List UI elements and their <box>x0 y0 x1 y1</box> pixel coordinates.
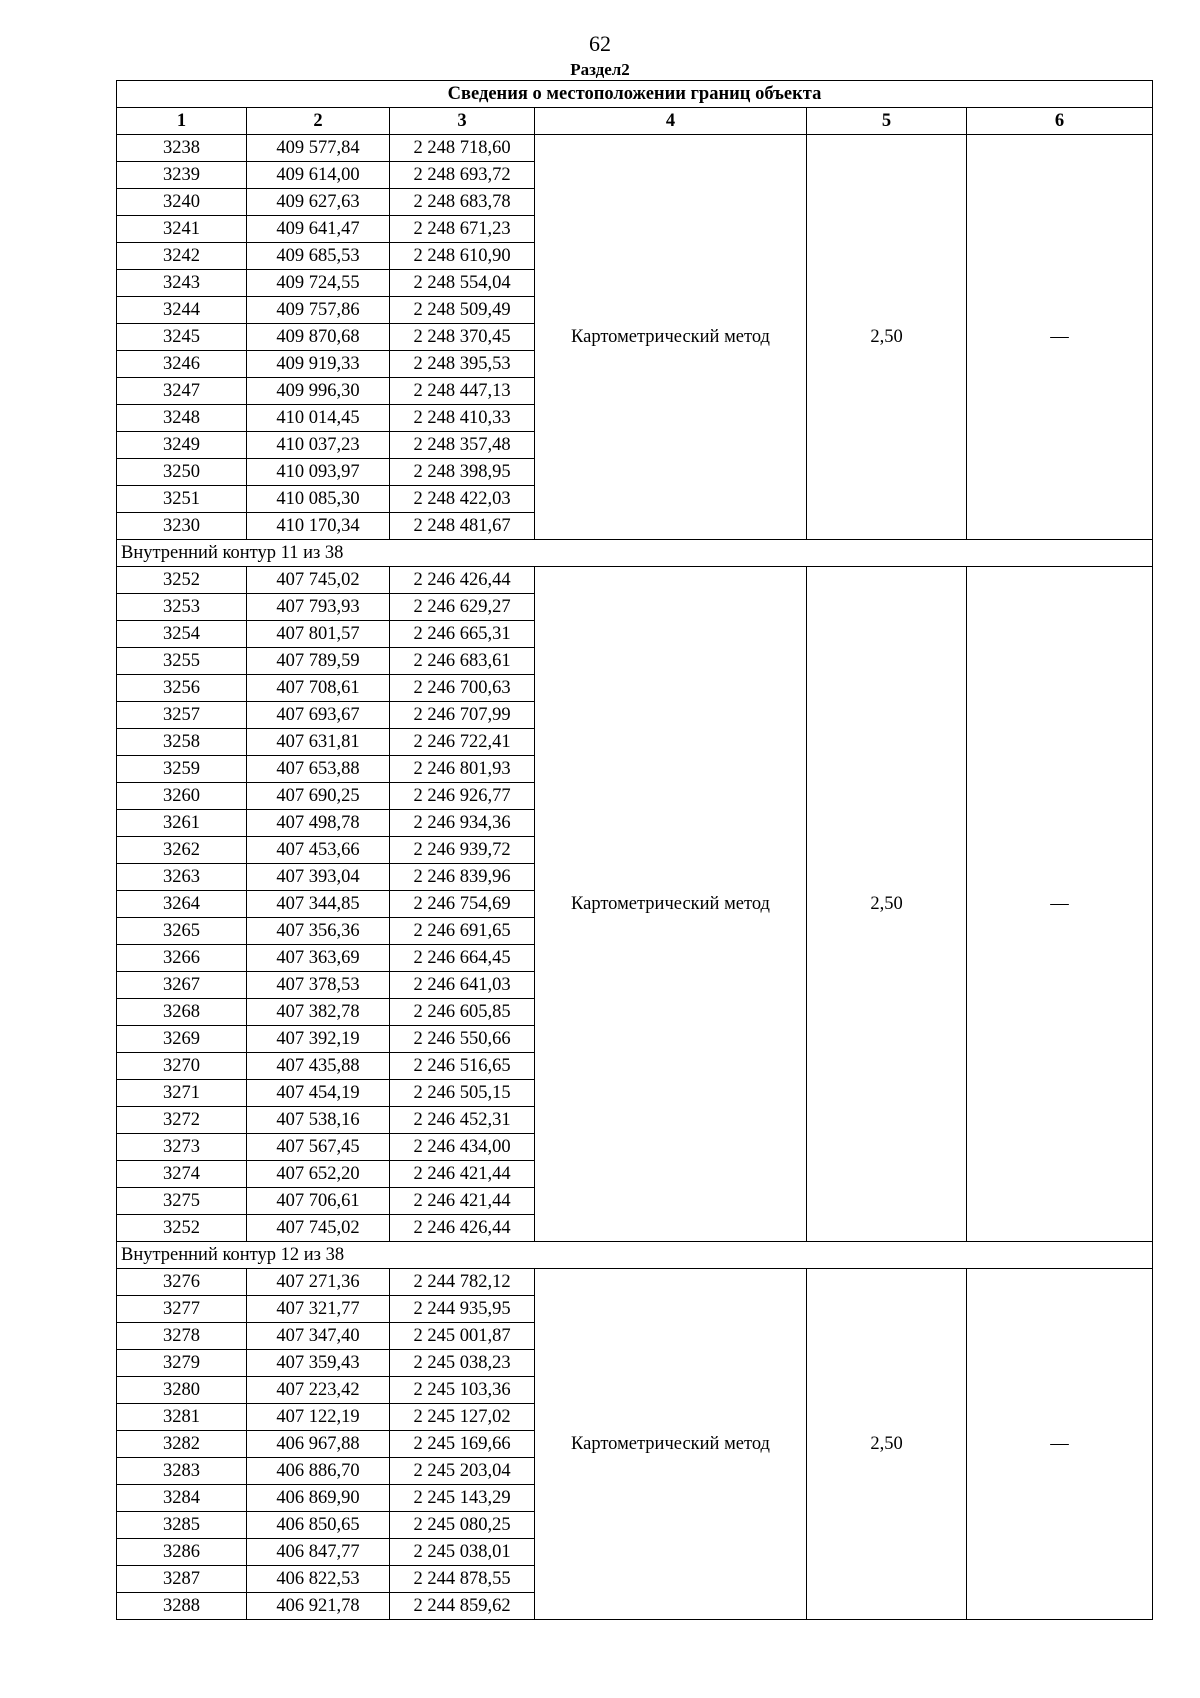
point-number-cell: 3252 <box>117 567 247 594</box>
point-number-cell: 3264 <box>117 891 247 918</box>
x-coordinate-cell: 409 996,30 <box>247 378 390 405</box>
x-coordinate-cell: 409 685,53 <box>247 243 390 270</box>
x-coordinate-cell: 407 347,40 <box>247 1323 390 1350</box>
x-coordinate-cell: 407 122,19 <box>247 1404 390 1431</box>
method-cell: Картометрический метод <box>535 135 807 540</box>
column-header: 2 <box>247 108 390 135</box>
y-coordinate-cell: 2 248 509,49 <box>390 297 535 324</box>
x-coordinate-cell: 409 724,55 <box>247 270 390 297</box>
x-coordinate-cell: 407 356,36 <box>247 918 390 945</box>
y-coordinate-cell: 2 246 434,00 <box>390 1134 535 1161</box>
y-coordinate-cell: 2 246 421,44 <box>390 1188 535 1215</box>
y-coordinate-cell: 2 246 839,96 <box>390 864 535 891</box>
section-title: Раздел2 <box>570 60 630 79</box>
x-coordinate-cell: 407 393,04 <box>247 864 390 891</box>
y-coordinate-cell: 2 246 934,36 <box>390 810 535 837</box>
x-coordinate-cell: 406 869,90 <box>247 1485 390 1512</box>
x-coordinate-cell: 406 886,70 <box>247 1458 390 1485</box>
y-coordinate-cell: 2 248 395,53 <box>390 351 535 378</box>
accuracy-cell: 2,50 <box>807 1269 967 1620</box>
y-coordinate-cell: 2 248 718,60 <box>390 135 535 162</box>
x-coordinate-cell: 407 344,85 <box>247 891 390 918</box>
point-number-cell: 3284 <box>117 1485 247 1512</box>
coordinates-table <box>116 80 1153 1620</box>
column-header: 4 <box>535 108 807 135</box>
x-coordinate-cell: 407 567,45 <box>247 1134 390 1161</box>
y-coordinate-cell: 2 246 426,44 <box>390 1215 535 1242</box>
x-coordinate-cell: 407 745,02 <box>247 567 390 594</box>
y-coordinate-cell: 2 248 422,03 <box>390 486 535 513</box>
column-header: 5 <box>807 108 967 135</box>
table-row <box>117 567 1153 594</box>
point-number-cell: 3252 <box>117 1215 247 1242</box>
y-coordinate-cell: 2 245 203,04 <box>390 1458 535 1485</box>
x-coordinate-cell: 407 321,77 <box>247 1296 390 1323</box>
point-number-cell: 3275 <box>117 1188 247 1215</box>
point-number-cell: 3261 <box>117 810 247 837</box>
y-coordinate-cell: 2 246 452,31 <box>390 1107 535 1134</box>
y-coordinate-cell: 2 246 550,66 <box>390 1026 535 1053</box>
y-coordinate-cell: 2 245 143,29 <box>390 1485 535 1512</box>
x-coordinate-cell: 407 453,66 <box>247 837 390 864</box>
table-body <box>117 81 1153 1620</box>
y-coordinate-cell: 2 246 691,65 <box>390 918 535 945</box>
contour-label: Внутренний контур 11 из 38 <box>117 540 1153 567</box>
point-number-cell: 3262 <box>117 837 247 864</box>
point-number-cell: 3258 <box>117 729 247 756</box>
x-coordinate-cell: 407 498,78 <box>247 810 390 837</box>
y-coordinate-cell: 2 246 641,03 <box>390 972 535 999</box>
y-coordinate-cell: 2 246 700,63 <box>390 675 535 702</box>
point-number-cell: 3246 <box>117 351 247 378</box>
accuracy-cell: 2,50 <box>807 135 967 540</box>
y-coordinate-cell: 2 245 038,01 <box>390 1539 535 1566</box>
y-coordinate-cell: 2 245 080,25 <box>390 1512 535 1539</box>
point-number-cell: 3273 <box>117 1134 247 1161</box>
x-coordinate-cell: 407 223,42 <box>247 1377 390 1404</box>
point-number-cell: 3256 <box>117 675 247 702</box>
point-number-cell: 3286 <box>117 1539 247 1566</box>
point-number-cell: 3268 <box>117 999 247 1026</box>
point-number-cell: 3248 <box>117 405 247 432</box>
x-coordinate-cell: 407 631,81 <box>247 729 390 756</box>
point-number-cell: 3277 <box>117 1296 247 1323</box>
x-coordinate-cell: 410 093,97 <box>247 459 390 486</box>
y-coordinate-cell: 2 248 683,78 <box>390 189 535 216</box>
point-number-cell: 3282 <box>117 1431 247 1458</box>
note-cell: — <box>967 135 1153 540</box>
column-header: 6 <box>967 108 1153 135</box>
y-coordinate-cell: 2 245 169,66 <box>390 1431 535 1458</box>
point-number-cell: 3260 <box>117 783 247 810</box>
accuracy-cell: 2,50 <box>807 567 967 1242</box>
y-coordinate-cell: 2 246 516,65 <box>390 1053 535 1080</box>
contour-label-row <box>117 540 1153 567</box>
note-cell: — <box>967 567 1153 1242</box>
x-coordinate-cell: 407 454,19 <box>247 1080 390 1107</box>
y-coordinate-cell: 2 248 357,48 <box>390 432 535 459</box>
point-number-cell: 3257 <box>117 702 247 729</box>
point-number-cell: 3280 <box>117 1377 247 1404</box>
point-number-cell: 3245 <box>117 324 247 351</box>
point-number-cell: 3274 <box>117 1161 247 1188</box>
y-coordinate-cell: 2 248 370,45 <box>390 324 535 351</box>
contour-label: Внутренний контур 12 из 38 <box>117 1242 1153 1269</box>
point-number-cell: 3288 <box>117 1593 247 1620</box>
y-coordinate-cell: 2 246 629,27 <box>390 594 535 621</box>
y-coordinate-cell: 2 245 038,23 <box>390 1350 535 1377</box>
point-number-cell: 3281 <box>117 1404 247 1431</box>
point-number-cell: 3278 <box>117 1323 247 1350</box>
y-coordinate-cell: 2 244 878,55 <box>390 1566 535 1593</box>
point-number-cell: 3259 <box>117 756 247 783</box>
point-number-cell: 3240 <box>117 189 247 216</box>
y-coordinate-cell: 2 246 505,15 <box>390 1080 535 1107</box>
point-number-cell: 3283 <box>117 1458 247 1485</box>
contour-label-row <box>117 1242 1153 1269</box>
x-coordinate-cell: 409 870,68 <box>247 324 390 351</box>
x-coordinate-cell: 410 037,23 <box>247 432 390 459</box>
point-number-cell: 3269 <box>117 1026 247 1053</box>
y-coordinate-cell: 2 248 671,23 <box>390 216 535 243</box>
y-coordinate-cell: 2 246 754,69 <box>390 891 535 918</box>
x-coordinate-cell: 409 577,84 <box>247 135 390 162</box>
x-coordinate-cell: 410 014,45 <box>247 405 390 432</box>
point-number-cell: 3241 <box>117 216 247 243</box>
page-number: 62 <box>589 31 611 56</box>
point-number-cell: 3242 <box>117 243 247 270</box>
point-number-cell: 3263 <box>117 864 247 891</box>
caption-row <box>117 81 1153 108</box>
point-number-cell: 3238 <box>117 135 247 162</box>
x-coordinate-cell: 409 757,86 <box>247 297 390 324</box>
y-coordinate-cell: 2 245 001,87 <box>390 1323 535 1350</box>
y-coordinate-cell: 2 248 410,33 <box>390 405 535 432</box>
point-number-cell: 3272 <box>117 1107 247 1134</box>
point-number-cell: 3253 <box>117 594 247 621</box>
x-coordinate-cell: 409 614,00 <box>247 162 390 189</box>
y-coordinate-cell: 2 246 426,44 <box>390 567 535 594</box>
table-row <box>117 1269 1153 1296</box>
y-coordinate-cell: 2 244 782,12 <box>390 1269 535 1296</box>
y-coordinate-cell: 2 244 859,62 <box>390 1593 535 1620</box>
y-coordinate-cell: 2 246 707,99 <box>390 702 535 729</box>
point-number-cell: 3287 <box>117 1566 247 1593</box>
x-coordinate-cell: 406 822,53 <box>247 1566 390 1593</box>
method-cell: Картометрический метод <box>535 1269 807 1620</box>
y-coordinate-cell: 2 246 939,72 <box>390 837 535 864</box>
x-coordinate-cell: 406 921,78 <box>247 1593 390 1620</box>
x-coordinate-cell: 407 708,61 <box>247 675 390 702</box>
table-row <box>117 135 1153 162</box>
x-coordinate-cell: 407 653,88 <box>247 756 390 783</box>
point-number-cell: 3230 <box>117 513 247 540</box>
table-caption: Сведения о местоположении границ объекта <box>117 81 1153 108</box>
x-coordinate-cell: 407 693,67 <box>247 702 390 729</box>
y-coordinate-cell: 2 246 801,93 <box>390 756 535 783</box>
point-number-cell: 3270 <box>117 1053 247 1080</box>
x-coordinate-cell: 410 170,34 <box>247 513 390 540</box>
y-coordinate-cell: 2 245 103,36 <box>390 1377 535 1404</box>
y-coordinate-cell: 2 246 421,44 <box>390 1161 535 1188</box>
x-coordinate-cell: 410 085,30 <box>247 486 390 513</box>
point-number-cell: 3249 <box>117 432 247 459</box>
x-coordinate-cell: 407 538,16 <box>247 1107 390 1134</box>
x-coordinate-cell: 406 850,65 <box>247 1512 390 1539</box>
x-coordinate-cell: 407 382,78 <box>247 999 390 1026</box>
x-coordinate-cell: 407 793,93 <box>247 594 390 621</box>
x-coordinate-cell: 407 359,43 <box>247 1350 390 1377</box>
point-number-cell: 3285 <box>117 1512 247 1539</box>
y-coordinate-cell: 2 248 693,72 <box>390 162 535 189</box>
y-coordinate-cell: 2 248 398,95 <box>390 459 535 486</box>
y-coordinate-cell: 2 244 935,95 <box>390 1296 535 1323</box>
point-number-cell: 3265 <box>117 918 247 945</box>
y-coordinate-cell: 2 246 665,31 <box>390 621 535 648</box>
y-coordinate-cell: 2 246 683,61 <box>390 648 535 675</box>
header-row <box>117 108 1153 135</box>
point-number-cell: 3254 <box>117 621 247 648</box>
y-coordinate-cell: 2 246 605,85 <box>390 999 535 1026</box>
x-coordinate-cell: 409 919,33 <box>247 351 390 378</box>
x-coordinate-cell: 407 392,19 <box>247 1026 390 1053</box>
x-coordinate-cell: 407 745,02 <box>247 1215 390 1242</box>
y-coordinate-cell: 2 248 610,90 <box>390 243 535 270</box>
x-coordinate-cell: 406 847,77 <box>247 1539 390 1566</box>
x-coordinate-cell: 407 706,61 <box>247 1188 390 1215</box>
x-coordinate-cell: 407 789,59 <box>247 648 390 675</box>
x-coordinate-cell: 407 363,69 <box>247 945 390 972</box>
y-coordinate-cell: 2 248 447,13 <box>390 378 535 405</box>
y-coordinate-cell: 2 248 481,67 <box>390 513 535 540</box>
y-coordinate-cell: 2 246 722,41 <box>390 729 535 756</box>
x-coordinate-cell: 407 435,88 <box>247 1053 390 1080</box>
x-coordinate-cell: 407 378,53 <box>247 972 390 999</box>
point-number-cell: 3267 <box>117 972 247 999</box>
x-coordinate-cell: 409 627,63 <box>247 189 390 216</box>
point-number-cell: 3279 <box>117 1350 247 1377</box>
point-number-cell: 3255 <box>117 648 247 675</box>
point-number-cell: 3266 <box>117 945 247 972</box>
x-coordinate-cell: 407 690,25 <box>247 783 390 810</box>
note-cell: — <box>967 1269 1153 1620</box>
column-header: 3 <box>390 108 535 135</box>
point-number-cell: 3243 <box>117 270 247 297</box>
y-coordinate-cell: 2 245 127,02 <box>390 1404 535 1431</box>
x-coordinate-cell: 407 801,57 <box>247 621 390 648</box>
point-number-cell: 3250 <box>117 459 247 486</box>
point-number-cell: 3247 <box>117 378 247 405</box>
y-coordinate-cell: 2 248 554,04 <box>390 270 535 297</box>
column-header: 1 <box>117 108 247 135</box>
point-number-cell: 3239 <box>117 162 247 189</box>
x-coordinate-cell: 407 271,36 <box>247 1269 390 1296</box>
x-coordinate-cell: 409 641,47 <box>247 216 390 243</box>
x-coordinate-cell: 407 652,20 <box>247 1161 390 1188</box>
y-coordinate-cell: 2 246 664,45 <box>390 945 535 972</box>
method-cell: Картометрический метод <box>535 567 807 1242</box>
point-number-cell: 3271 <box>117 1080 247 1107</box>
y-coordinate-cell: 2 246 926,77 <box>390 783 535 810</box>
x-coordinate-cell: 406 967,88 <box>247 1431 390 1458</box>
point-number-cell: 3251 <box>117 486 247 513</box>
point-number-cell: 3244 <box>117 297 247 324</box>
point-number-cell: 3276 <box>117 1269 247 1296</box>
